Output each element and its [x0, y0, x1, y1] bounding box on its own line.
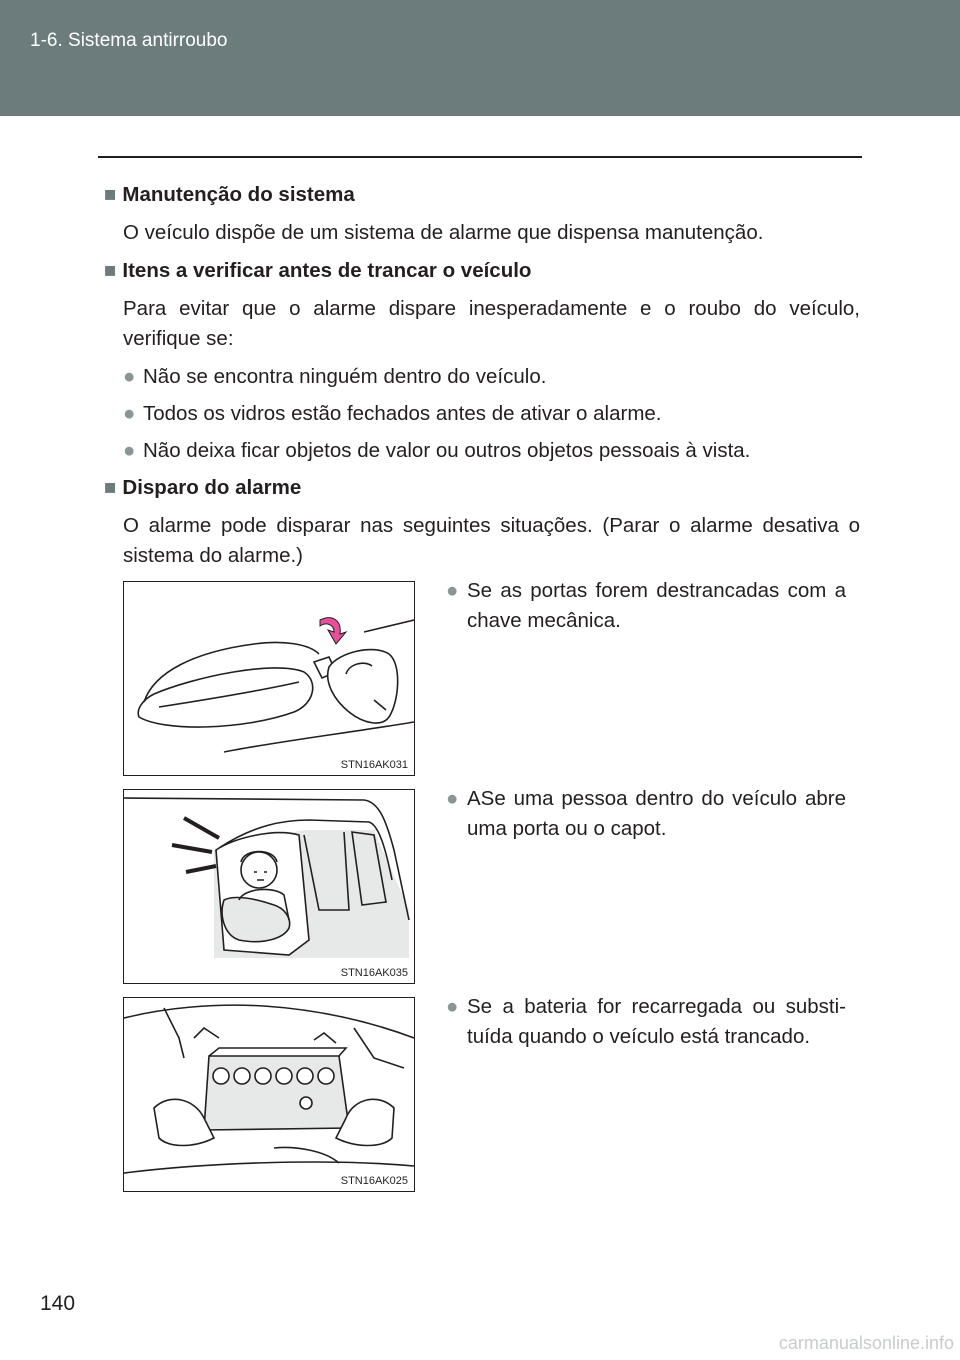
paragraph-checks: Para evitar que o alarme dispare inesperadamente e o roubo do veículo, verifique se:	[123, 297, 860, 350]
figure-caption: STN16AK035	[340, 967, 408, 979]
car-door-illustration	[124, 790, 414, 983]
list-item: ● Não se encontra ninguém dentro do veículo.	[123, 365, 547, 388]
figure-note-1: ● Se as portas forem destrancadas com a chave mecânica.	[446, 579, 846, 632]
chapter-title: 1-6. Sistema antirroubo	[30, 30, 228, 51]
figure-caption: STN16AK025	[340, 1175, 408, 1187]
figure-door-key	[123, 581, 415, 776]
figure-person-door	[123, 789, 415, 984]
figure-battery	[123, 997, 415, 1192]
list-item: ● Todos os vidros estão fechados antes de ativar o alarme.	[123, 402, 662, 425]
list-item: ● Não deixa ficar objetos de valor ou outros objetos pessoais à vista.	[123, 439, 751, 462]
battery-illustration	[124, 998, 414, 1191]
paragraph-maintenance: O veículo dispõe de um sistema de alarme que dispensa manutenção.	[123, 221, 764, 244]
chapter-header	[0, 0, 960, 116]
section-heading-checks: ■ Itens a verificar antes de trancar o veículo	[104, 259, 532, 282]
paragraph-alarm: O alarme pode disparar nas seguintes situações. (Parar o alarme desativa o sistema do alarme.)	[123, 514, 860, 567]
watermark: carmanualsonline.info	[778, 1333, 954, 1353]
figure-note-3: ● Se a bateria for recarregada ou substi-tuída quando o veículo está trancado.	[446, 995, 846, 1048]
section-heading-maintenance: ■ Manutenção do sistema	[104, 183, 355, 206]
figure-note-2: ● ASe uma pessoa dentro do veículo abre uma porta ou o capot.	[446, 787, 846, 840]
figure-caption: STN16AK031	[340, 759, 408, 771]
section-divider	[98, 156, 862, 158]
page-number: 140	[40, 1292, 76, 1315]
section-heading-alarm: ■ Disparo do alarme	[104, 476, 302, 499]
main-content	[104, 180, 860, 579]
door-key-illustration	[124, 582, 414, 775]
